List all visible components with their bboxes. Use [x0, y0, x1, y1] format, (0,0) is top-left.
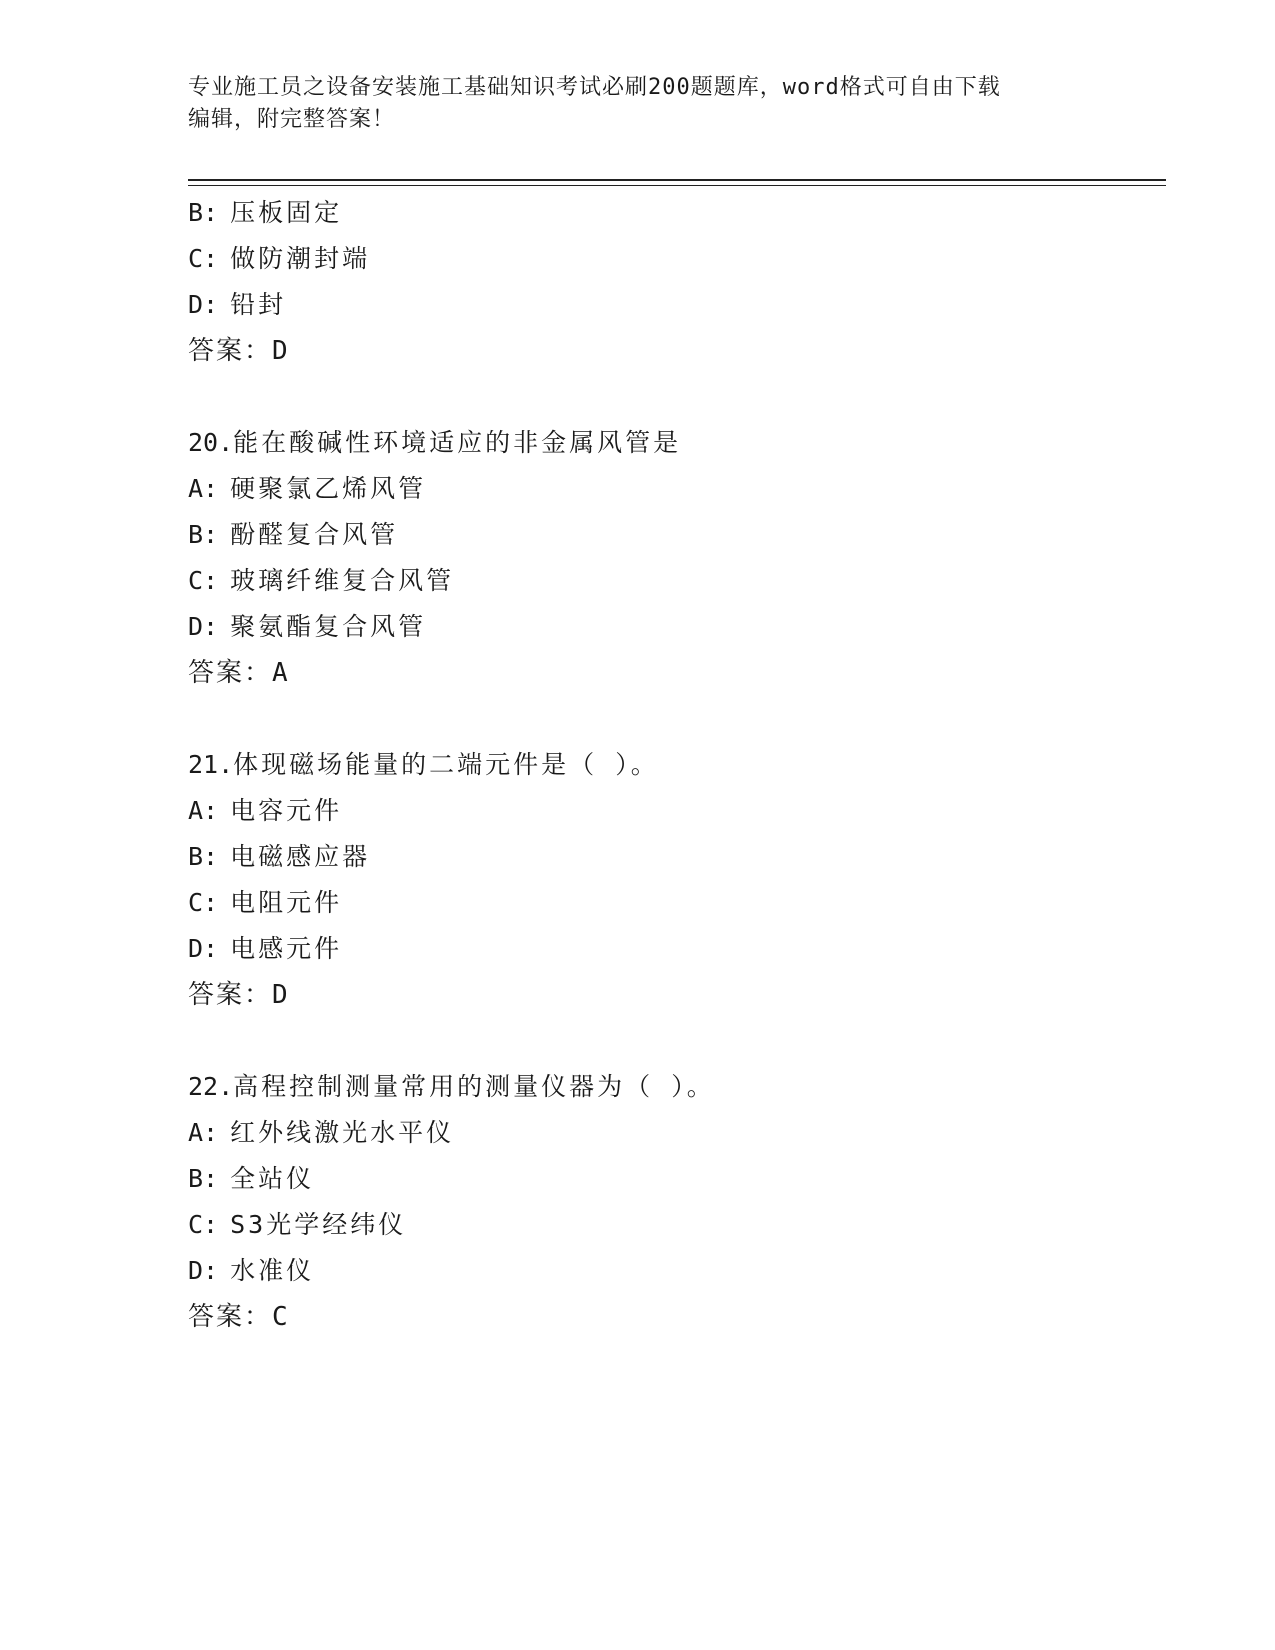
answer-row: [188, 328, 1168, 374]
option-row: [188, 236, 1168, 282]
option-row: [188, 1202, 1168, 1248]
option-row: [188, 604, 1168, 650]
question-title: [188, 420, 1168, 466]
option-text: 电感元件: [230, 934, 343, 963]
header-divider-thin: [188, 185, 1166, 186]
option-label: C:: [188, 566, 219, 595]
option-row: [188, 512, 1168, 558]
question-number: 21.: [188, 750, 234, 779]
option-label: D:: [188, 934, 219, 963]
option-label: A:: [188, 474, 219, 503]
option-row: [188, 282, 1168, 328]
option-text: 聚氨酯复合风管: [230, 612, 427, 641]
answer-row: [188, 1294, 1168, 1340]
option-row: [188, 788, 1168, 834]
document-header: [188, 72, 1088, 136]
answer-label: 答案：: [188, 658, 273, 688]
header-line-2: 编辑，附完整答案！: [188, 107, 396, 132]
option-text: 铅封: [230, 290, 287, 319]
option-label: D:: [188, 612, 219, 641]
option-label: D:: [188, 290, 219, 319]
answer-label: 答案：: [188, 980, 273, 1010]
option-label: B:: [188, 842, 219, 871]
answer-value: D: [272, 980, 288, 1010]
option-text: 做防潮封端: [230, 244, 371, 273]
option-label: B:: [188, 520, 219, 549]
question-number: 20.: [188, 428, 234, 457]
question-text: 体现磁场能量的二端元件是（ ）。: [233, 750, 659, 779]
option-label: D:: [188, 1256, 219, 1285]
question-text: 能在酸碱性环境适应的非金属风管是: [233, 428, 682, 457]
option-text: 电容元件: [230, 796, 343, 825]
option-text: 红外线激光水平仪: [230, 1118, 455, 1147]
option-text: 硬聚氯乙烯风管: [230, 474, 427, 503]
option-text: 水准仪: [230, 1256, 315, 1285]
question-number: 22.: [188, 1072, 234, 1101]
option-row: [188, 1248, 1168, 1294]
option-text: 全站仪: [230, 1164, 315, 1193]
option-row: [188, 926, 1168, 972]
option-label: C:: [188, 244, 219, 273]
question-text: 高程控制测量常用的测量仪器为（ ）。: [233, 1072, 715, 1101]
option-row: [188, 466, 1168, 512]
option-row: [188, 558, 1168, 604]
option-row: [188, 1156, 1168, 1202]
option-text: S3光学经纬仪: [230, 1210, 407, 1239]
answer-label: 答案：: [188, 1302, 273, 1332]
question-list: [188, 190, 1168, 1340]
option-row: [188, 190, 1168, 236]
answer-row: [188, 650, 1168, 696]
option-label: C:: [188, 1210, 219, 1239]
answer-value: C: [272, 1302, 288, 1332]
option-label: A:: [188, 1118, 219, 1147]
header-line-1: 专业施工员之设备安装施工基础知识考试必刷200题题库，word格式可自由下载: [188, 75, 1001, 100]
option-label: B:: [188, 198, 219, 227]
option-text: 玻璃纤维复合风管: [230, 566, 455, 595]
question-title: [188, 1064, 1168, 1110]
option-text: 压板固定: [230, 198, 343, 227]
option-row: [188, 834, 1168, 880]
option-label: B:: [188, 1164, 219, 1193]
option-row: [188, 880, 1168, 926]
answer-label: 答案：: [188, 336, 273, 366]
option-row: [188, 1110, 1168, 1156]
answer-value: D: [272, 336, 288, 366]
option-label: A:: [188, 796, 219, 825]
option-label: C:: [188, 888, 219, 917]
option-text: 电磁感应器: [230, 842, 371, 871]
option-text: 电阻元件: [230, 888, 343, 917]
header-divider-thick: [188, 179, 1166, 181]
answer-row: [188, 972, 1168, 1018]
option-text: 酚醛复合风管: [230, 520, 399, 549]
answer-value: A: [272, 658, 288, 688]
question-title: [188, 742, 1168, 788]
